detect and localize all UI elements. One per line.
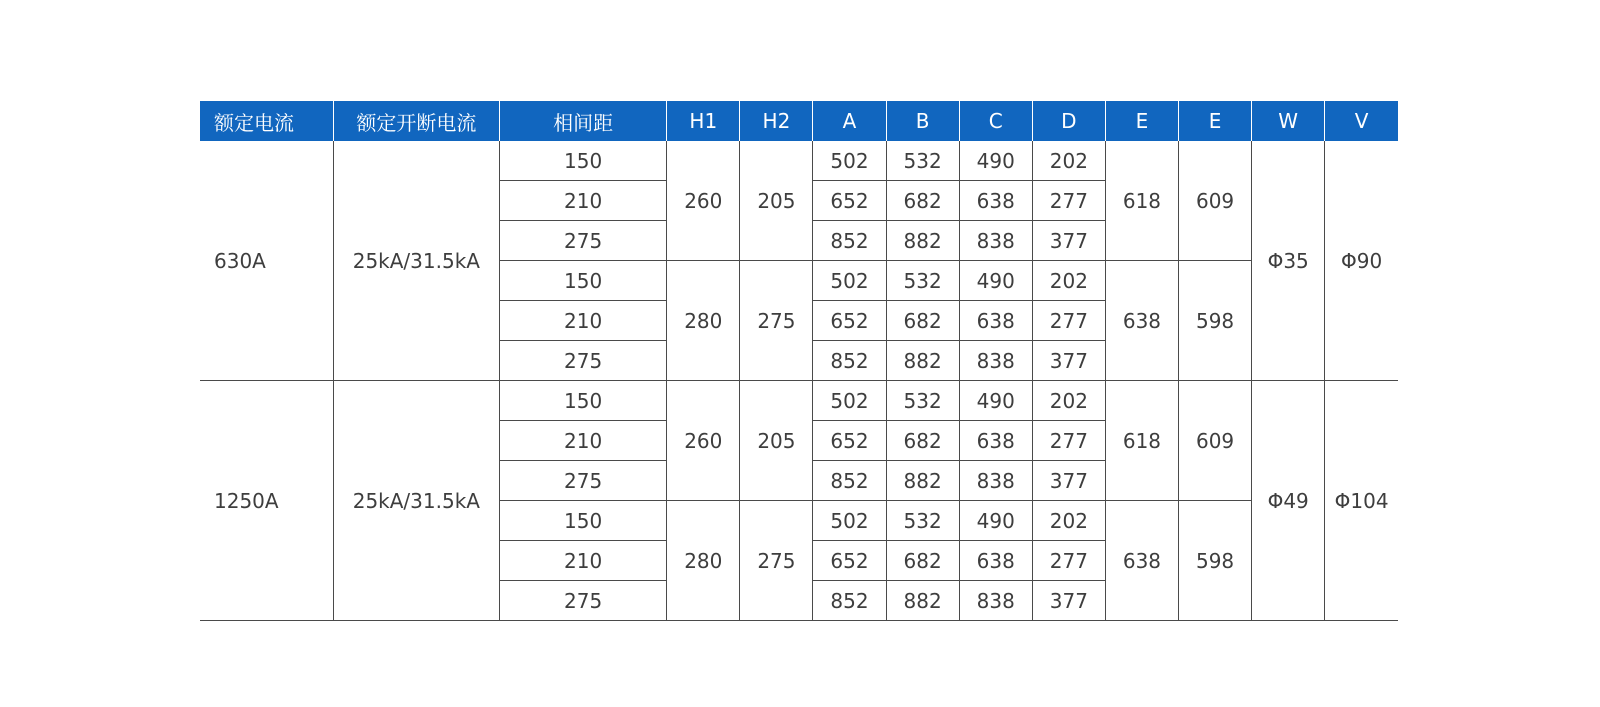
d-cell: 202 xyxy=(1032,381,1105,421)
a-cell: 502 xyxy=(813,261,886,301)
header-breaking-current: 额定开断电流 xyxy=(333,101,499,141)
h1-cell: 260 xyxy=(667,381,740,501)
header-rated-current: 额定电流 xyxy=(200,101,333,141)
d-cell: 277 xyxy=(1032,421,1105,461)
c-cell: 638 xyxy=(959,301,1032,341)
phase-spacing-cell: 275 xyxy=(499,341,666,381)
a-cell: 502 xyxy=(813,141,886,181)
header-d: D xyxy=(1032,101,1105,141)
e1-cell: 618 xyxy=(1105,141,1178,261)
breaking-current-cell: 25kA/31.5kA xyxy=(333,141,499,381)
d-cell: 277 xyxy=(1032,181,1105,221)
phase-spacing-cell: 210 xyxy=(499,181,666,221)
header-v: V xyxy=(1325,101,1398,141)
dimension-spec-table xyxy=(200,101,1398,621)
header-a: A xyxy=(813,101,886,141)
d-cell: 377 xyxy=(1032,581,1105,621)
phase-spacing-cell: 150 xyxy=(499,141,666,181)
e2-cell: 609 xyxy=(1179,141,1252,261)
phase-spacing-cell: 210 xyxy=(499,301,666,341)
b-cell: 532 xyxy=(886,261,959,301)
table-body xyxy=(200,141,1398,621)
phase-spacing-cell: 275 xyxy=(499,221,666,261)
phase-spacing-cell: 210 xyxy=(499,541,666,581)
w-cell: Φ35 xyxy=(1252,141,1325,381)
header-phase-spacing: 相间距 xyxy=(499,101,666,141)
h2-cell: 275 xyxy=(740,261,813,381)
header-w: W xyxy=(1252,101,1325,141)
a-cell: 652 xyxy=(813,301,886,341)
d-cell: 377 xyxy=(1032,461,1105,501)
b-cell: 882 xyxy=(886,461,959,501)
phase-spacing-cell: 150 xyxy=(499,261,666,301)
c-cell: 838 xyxy=(959,221,1032,261)
c-cell: 638 xyxy=(959,541,1032,581)
table-header xyxy=(200,101,1398,141)
phase-spacing-cell: 275 xyxy=(499,461,666,501)
table-row xyxy=(200,381,1398,421)
b-cell: 882 xyxy=(886,341,959,381)
e2-cell: 598 xyxy=(1179,501,1252,621)
b-cell: 682 xyxy=(886,181,959,221)
c-cell: 638 xyxy=(959,181,1032,221)
breaking-current-cell: 25kA/31.5kA xyxy=(333,381,499,621)
b-cell: 682 xyxy=(886,541,959,581)
h1-cell: 280 xyxy=(667,501,740,621)
b-cell: 682 xyxy=(886,421,959,461)
d-cell: 202 xyxy=(1032,261,1105,301)
a-cell: 652 xyxy=(813,541,886,581)
c-cell: 838 xyxy=(959,461,1032,501)
v-cell: Φ90 xyxy=(1325,141,1398,381)
header-e2: E xyxy=(1179,101,1252,141)
b-cell: 532 xyxy=(886,141,959,181)
e2-cell: 598 xyxy=(1179,261,1252,381)
a-cell: 502 xyxy=(813,501,886,541)
header-c: C xyxy=(959,101,1032,141)
b-cell: 532 xyxy=(886,501,959,541)
phase-spacing-cell: 150 xyxy=(499,501,666,541)
e2-cell: 609 xyxy=(1179,381,1252,501)
rated-current-cell: 1250A xyxy=(200,381,333,621)
a-cell: 852 xyxy=(813,581,886,621)
d-cell: 277 xyxy=(1032,541,1105,581)
a-cell: 852 xyxy=(813,341,886,381)
a-cell: 652 xyxy=(813,181,886,221)
header-e1: E xyxy=(1105,101,1178,141)
a-cell: 502 xyxy=(813,381,886,421)
b-cell: 882 xyxy=(886,221,959,261)
header-h2: H2 xyxy=(740,101,813,141)
d-cell: 277 xyxy=(1032,301,1105,341)
v-cell: Φ104 xyxy=(1325,381,1398,621)
e1-cell: 638 xyxy=(1105,501,1178,621)
phase-spacing-cell: 275 xyxy=(499,581,666,621)
c-cell: 490 xyxy=(959,501,1032,541)
b-cell: 682 xyxy=(886,301,959,341)
e1-cell: 618 xyxy=(1105,381,1178,501)
w-cell: Φ49 xyxy=(1252,381,1325,621)
d-cell: 377 xyxy=(1032,341,1105,381)
e1-cell: 638 xyxy=(1105,261,1178,381)
h1-cell: 260 xyxy=(667,141,740,261)
b-cell: 532 xyxy=(886,381,959,421)
h1-cell: 280 xyxy=(667,261,740,381)
phase-spacing-cell: 210 xyxy=(499,421,666,461)
a-cell: 652 xyxy=(813,421,886,461)
b-cell: 882 xyxy=(886,581,959,621)
header-b: B xyxy=(886,101,959,141)
c-cell: 490 xyxy=(959,381,1032,421)
d-cell: 377 xyxy=(1032,221,1105,261)
phase-spacing-cell: 150 xyxy=(499,381,666,421)
c-cell: 490 xyxy=(959,261,1032,301)
c-cell: 490 xyxy=(959,141,1032,181)
h2-cell: 205 xyxy=(740,141,813,261)
h2-cell: 205 xyxy=(740,381,813,501)
c-cell: 638 xyxy=(959,421,1032,461)
header-h1: H1 xyxy=(667,101,740,141)
d-cell: 202 xyxy=(1032,501,1105,541)
c-cell: 838 xyxy=(959,581,1032,621)
h2-cell: 275 xyxy=(740,501,813,621)
a-cell: 852 xyxy=(813,461,886,501)
rated-current-cell: 630A xyxy=(200,141,333,381)
a-cell: 852 xyxy=(813,221,886,261)
header-row xyxy=(200,101,1398,141)
d-cell: 202 xyxy=(1032,141,1105,181)
c-cell: 838 xyxy=(959,341,1032,381)
table-row xyxy=(200,141,1398,181)
